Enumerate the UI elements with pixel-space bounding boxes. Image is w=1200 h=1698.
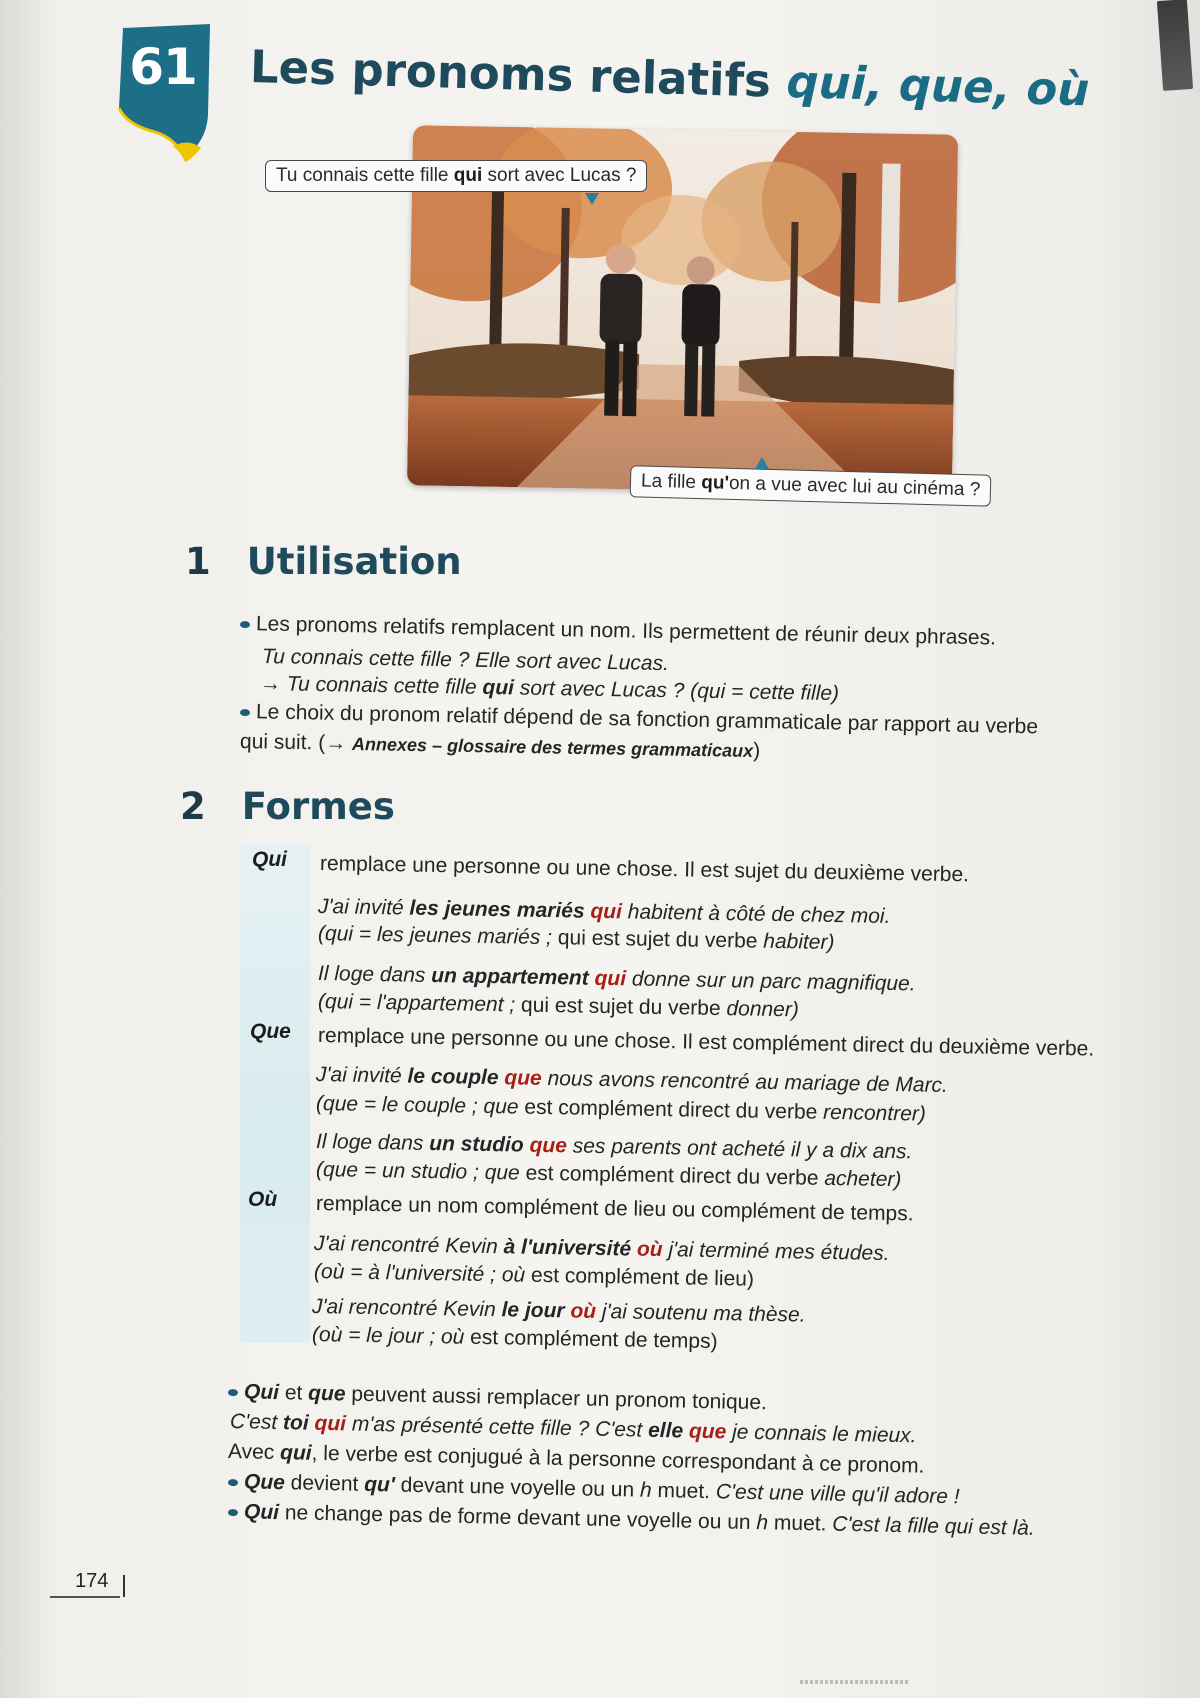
qui-ex1-note-a: (qui = les jeunes mariés ;	[317, 922, 559, 950]
que-ex1-d: nous avons rencontré au mariage de Marc.	[541, 1066, 949, 1098]
ou-ex1-d: j'ai terminé mes études.	[662, 1238, 890, 1266]
ou-ex1-pronoun: où	[636, 1237, 663, 1262]
s1-bullet-2-text: Le choix du pronom relatif dépend de sa fonction grammaticale par rapport au verbe	[255, 700, 1039, 739]
note-3-a: Qui	[243, 1500, 280, 1525]
section-1-title: Utilisation	[246, 540, 462, 583]
note-2-d: devant une voyelle ou un	[394, 1473, 641, 1502]
que-ex1-note-a: (que = le couple ; que	[315, 1092, 525, 1119]
bubble-top-text-before: Tu connais cette fille	[276, 165, 454, 186]
que-ex2-note-a: (que = un studio ; que	[315, 1158, 526, 1185]
ou-ex1-note-b: est complément de lieu)	[530, 1263, 755, 1291]
qui-ex2-antecedent: un appartement	[431, 963, 595, 990]
note-2-e: h	[639, 1478, 652, 1502]
note-3-c: h	[756, 1511, 769, 1535]
note-2-b: devient	[284, 1471, 365, 1496]
title-accent: qui, que, où	[785, 54, 1091, 117]
qui-ex2-note-a: (qui = l'appartement ;	[317, 990, 522, 1017]
bullet-icon	[228, 1479, 238, 1486]
qui-ex1-note-b: qui est sujet du verbe	[557, 926, 764, 953]
ou-ex2-pronoun: où	[570, 1299, 597, 1323]
note-1-ex-e: elle	[647, 1418, 690, 1443]
qui-definition: remplace une personne ou une chose. Il est sujet du deuxième verbe.	[319, 852, 970, 887]
qui-ex2-note-b: qui est sujet du verbe	[520, 993, 727, 1021]
section-2-heading	[180, 785, 395, 828]
note-2-g: C'est une ville qu'il adore !	[715, 1480, 960, 1509]
form-label-ou: Où	[248, 1188, 278, 1211]
qui-ex1-antecedent: les jeunes mariés	[409, 896, 591, 923]
form-label-qui: Qui	[252, 848, 287, 871]
s1-example-2-c: sort avec Lucas ? (qui = cette fille)	[513, 676, 840, 706]
book-spine	[1157, 0, 1193, 91]
note-3-d: muet.	[767, 1511, 833, 1536]
bullet-icon	[228, 1389, 238, 1396]
note-1-a: Qui	[243, 1380, 280, 1405]
form-label-que: Que	[250, 1020, 291, 1043]
speech-bubble-top	[265, 160, 647, 192]
annex-reference-link[interactable]: Annexes – glossaire des termes grammaticaux	[351, 733, 754, 761]
qui-ex2-d: donne sur un parc magnifique.	[625, 967, 916, 996]
ou-ex2-note-a: (où = le jour ; où	[311, 1323, 471, 1349]
que-ex1-pronoun: que	[504, 1066, 542, 1090]
s1-bullet-2-line2-c: )	[752, 738, 761, 763]
note-3-e: C'est la fille qui est là.	[832, 1512, 1035, 1540]
note-1-tail-c: , le verbe est conjugué à la personne correspondant à ce pronom.	[311, 1441, 925, 1478]
qui-ex1-note-c: habiter)	[763, 929, 835, 955]
qui-ex2-note-c: donner)	[726, 997, 800, 1022]
que-ex1-note-b: est complément direct du verbe	[524, 1095, 824, 1124]
qui-ex1-pronoun: qui	[590, 899, 623, 924]
section-1-heading	[185, 540, 462, 583]
s1-example-2-a: → Tu connais cette fille	[259, 672, 483, 699]
page-number-rule	[50, 1596, 120, 1598]
ou-ex1-note-a: (où = à l'université ; où	[313, 1260, 532, 1287]
bubble-bottom-text-after: on a vue avec lui au cinéma ?	[728, 472, 981, 501]
bubble-bottom-text-before: La fille	[640, 470, 702, 494]
s1-bullet-2-line2-a: qui suit. (→	[239, 730, 353, 755]
ou-ex2-d: j'ai soutenu ma thèse.	[595, 1299, 806, 1327]
note-1-tail-b: qui	[279, 1441, 312, 1465]
ou-ex2-antecedent: le jour	[501, 1298, 571, 1323]
que-ex1-a: J'ai invité	[315, 1063, 408, 1088]
s1-example-1: Tu connais cette fille ? Elle sort avec Lucas.	[261, 645, 670, 676]
que-ex2-note-b: est complément direct du verbe	[525, 1161, 825, 1190]
section-2-number: 2	[180, 785, 206, 828]
forms-label-column	[240, 843, 310, 1343]
speech-bubble-bottom-tail	[755, 457, 769, 469]
bubble-top-text-after: sort avec Lucas ?	[482, 165, 637, 186]
footer-scan-mark	[800, 1680, 910, 1684]
qui-ex1-d: habitent à côté de chez moi.	[621, 900, 891, 928]
note-1-ex-b: toi	[282, 1411, 315, 1435]
title-prefix: Les pronoms relatifs	[249, 40, 788, 108]
section-1-number: 1	[185, 540, 211, 583]
que-definition: remplace une personne ou une chose. Il est complément direct du deuxième verbe.	[317, 1024, 1095, 1061]
que-ex2-antecedent: un studio	[429, 1131, 530, 1157]
bullet-icon	[228, 1509, 238, 1516]
bubble-top-pronoun: qui	[453, 165, 483, 186]
bubble-bottom-pronoun: qu'	[700, 472, 730, 494]
page-number: 174	[75, 1570, 109, 1592]
note-1-tail-a: Avec	[227, 1440, 281, 1465]
bullet-icon	[240, 621, 250, 628]
page-number-bar	[123, 1575, 125, 1597]
que-ex1-antecedent: le couple	[407, 1064, 505, 1090]
ou-ex2-a: J'ai rencontré Kevin	[311, 1295, 502, 1322]
note-1-b: et	[278, 1381, 309, 1405]
que-ex2-a: Il loge dans	[315, 1130, 430, 1155]
qui-ex2-pronoun: qui	[594, 966, 627, 991]
s1-example-2-pronoun: qui	[482, 675, 515, 700]
ou-ex1-a: J'ai rencontré Kevin	[313, 1232, 504, 1259]
section-2-title: Formes	[241, 785, 395, 828]
note-1-d: peuvent aussi remplacer un pronom tonique.	[345, 1382, 768, 1415]
note-1-ex-f: que	[688, 1419, 727, 1444]
note-2-a: Que	[243, 1470, 286, 1495]
que-ex1-note-c: rencontrer)	[822, 1100, 927, 1126]
que-ex2-pronoun: que	[529, 1133, 568, 1158]
bullet-icon	[240, 709, 250, 716]
speech-bubble-top-tail	[585, 193, 599, 205]
note-1-ex-c: qui	[314, 1411, 347, 1436]
que-ex2-d: ses parents ont acheté il y a dix ans.	[566, 1134, 913, 1164]
ou-definition: remplace un nom complément de lieu ou complément de temps.	[315, 1192, 914, 1226]
note-1-c: que	[307, 1381, 346, 1406]
chapter-number: 61	[129, 38, 197, 96]
note-2-c: qu'	[363, 1472, 396, 1497]
s1-bullet-1-text: Les pronoms relatifs remplacent un nom. Ils permettent de réunir deux phrases.	[255, 612, 997, 650]
que-ex2-note-c: acheter)	[824, 1166, 902, 1192]
ou-ex2-note-b: est complément de temps)	[469, 1325, 718, 1354]
note-1-ex-g: je connais le mieux.	[726, 1420, 917, 1448]
note-2-f: muet.	[651, 1478, 717, 1504]
ou-ex1-antecedent: à l'université	[503, 1235, 638, 1261]
note-1-ex-d: m'as présenté cette fille ? C'est	[345, 1412, 649, 1442]
note-1-ex-a: C'est	[229, 1410, 284, 1435]
qui-ex2-a: Il loge dans	[317, 962, 432, 987]
qui-ex1-a: J'ai invité	[317, 895, 410, 920]
note-3-b: ne change pas de forme devant une voyelle ou un	[278, 1501, 757, 1535]
